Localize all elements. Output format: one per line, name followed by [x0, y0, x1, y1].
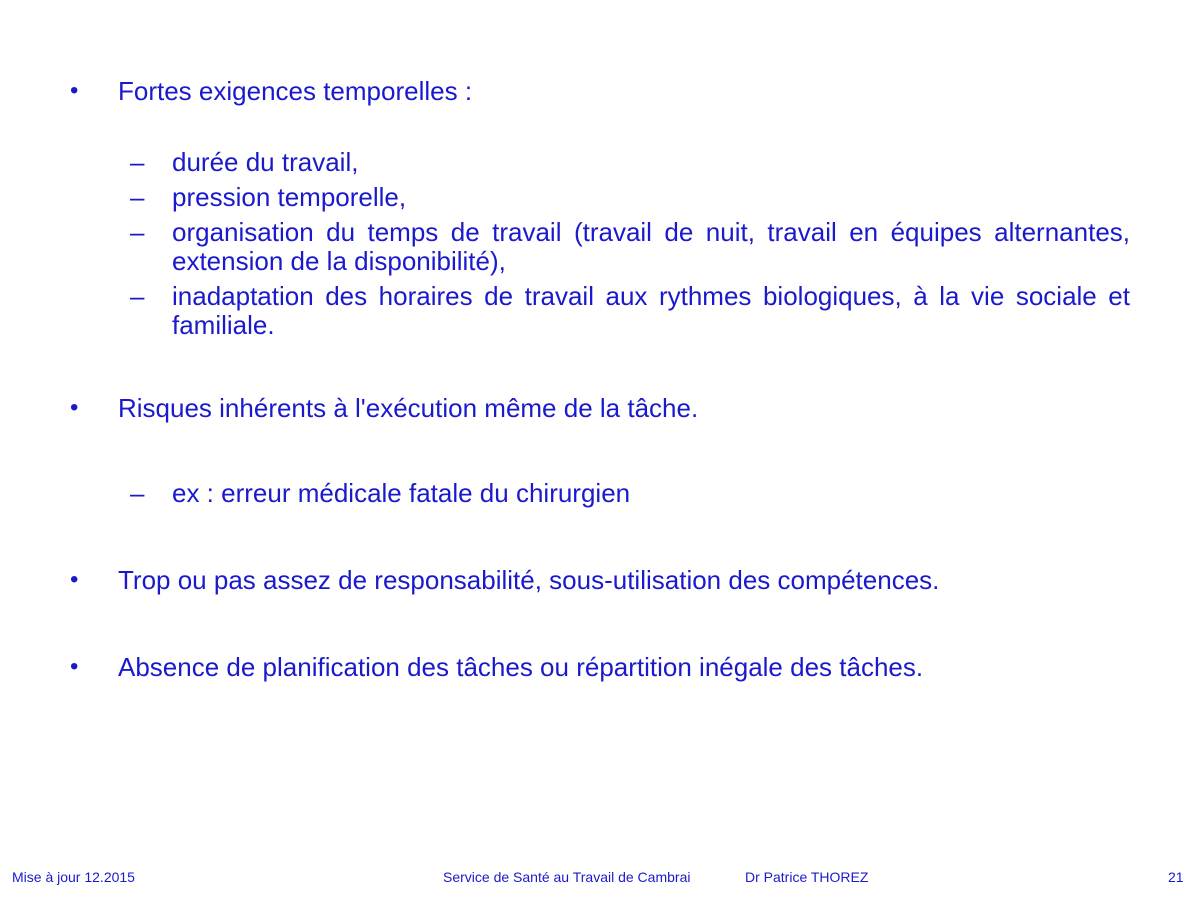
bullet-marker: •	[70, 77, 79, 104]
sublist-item	[130, 148, 1130, 177]
bullet-text: Fortes exigences temporelles :	[118, 76, 473, 106]
footer-updated: Mise à jour 12.2015	[12, 869, 135, 885]
dash-marker: –	[130, 478, 145, 508]
sublist-text: organisation du temps de travail (travail de nuit, travail en équipes alternantes, extension de la disponibilité),	[172, 217, 1130, 276]
sublist	[130, 479, 1130, 514]
bullet-marker: •	[70, 394, 79, 421]
bullet-marker: •	[70, 566, 79, 593]
bullet-text: Risques inhérents à l'exécution même de la tâche.	[118, 393, 699, 423]
sublist-item	[130, 282, 1130, 340]
bullet-text: Trop ou pas assez de responsabilité, sous-utilisation des compétences.	[118, 565, 940, 595]
sublist	[130, 148, 1130, 346]
sublist-text: pression temporelle,	[172, 182, 407, 212]
sublist-text: ex : erreur médicale fatale du chirurgien	[172, 478, 631, 508]
footer-service: Service de Santé au Travail de Cambrai	[443, 869, 691, 885]
dash-marker: –	[130, 182, 145, 212]
sublist-text: inadaptation des horaires de travail aux rythmes biologiques, à la vie sociale et familiale.	[172, 281, 1130, 340]
footer-page-number: 21	[1168, 869, 1184, 885]
bullet-text: Absence de planification des tâches ou répartition inégale des tâches.	[118, 652, 924, 682]
bullet-marker: •	[70, 653, 79, 680]
sublist-text: durée du travail,	[172, 147, 359, 177]
dash-marker: –	[130, 217, 145, 247]
sublist-item	[130, 183, 1130, 212]
sublist-item	[130, 218, 1130, 276]
dash-marker: –	[130, 147, 145, 177]
dash-marker: –	[130, 281, 145, 311]
sublist-item	[130, 479, 1130, 508]
footer-author: Dr Patrice THOREZ	[745, 869, 869, 885]
